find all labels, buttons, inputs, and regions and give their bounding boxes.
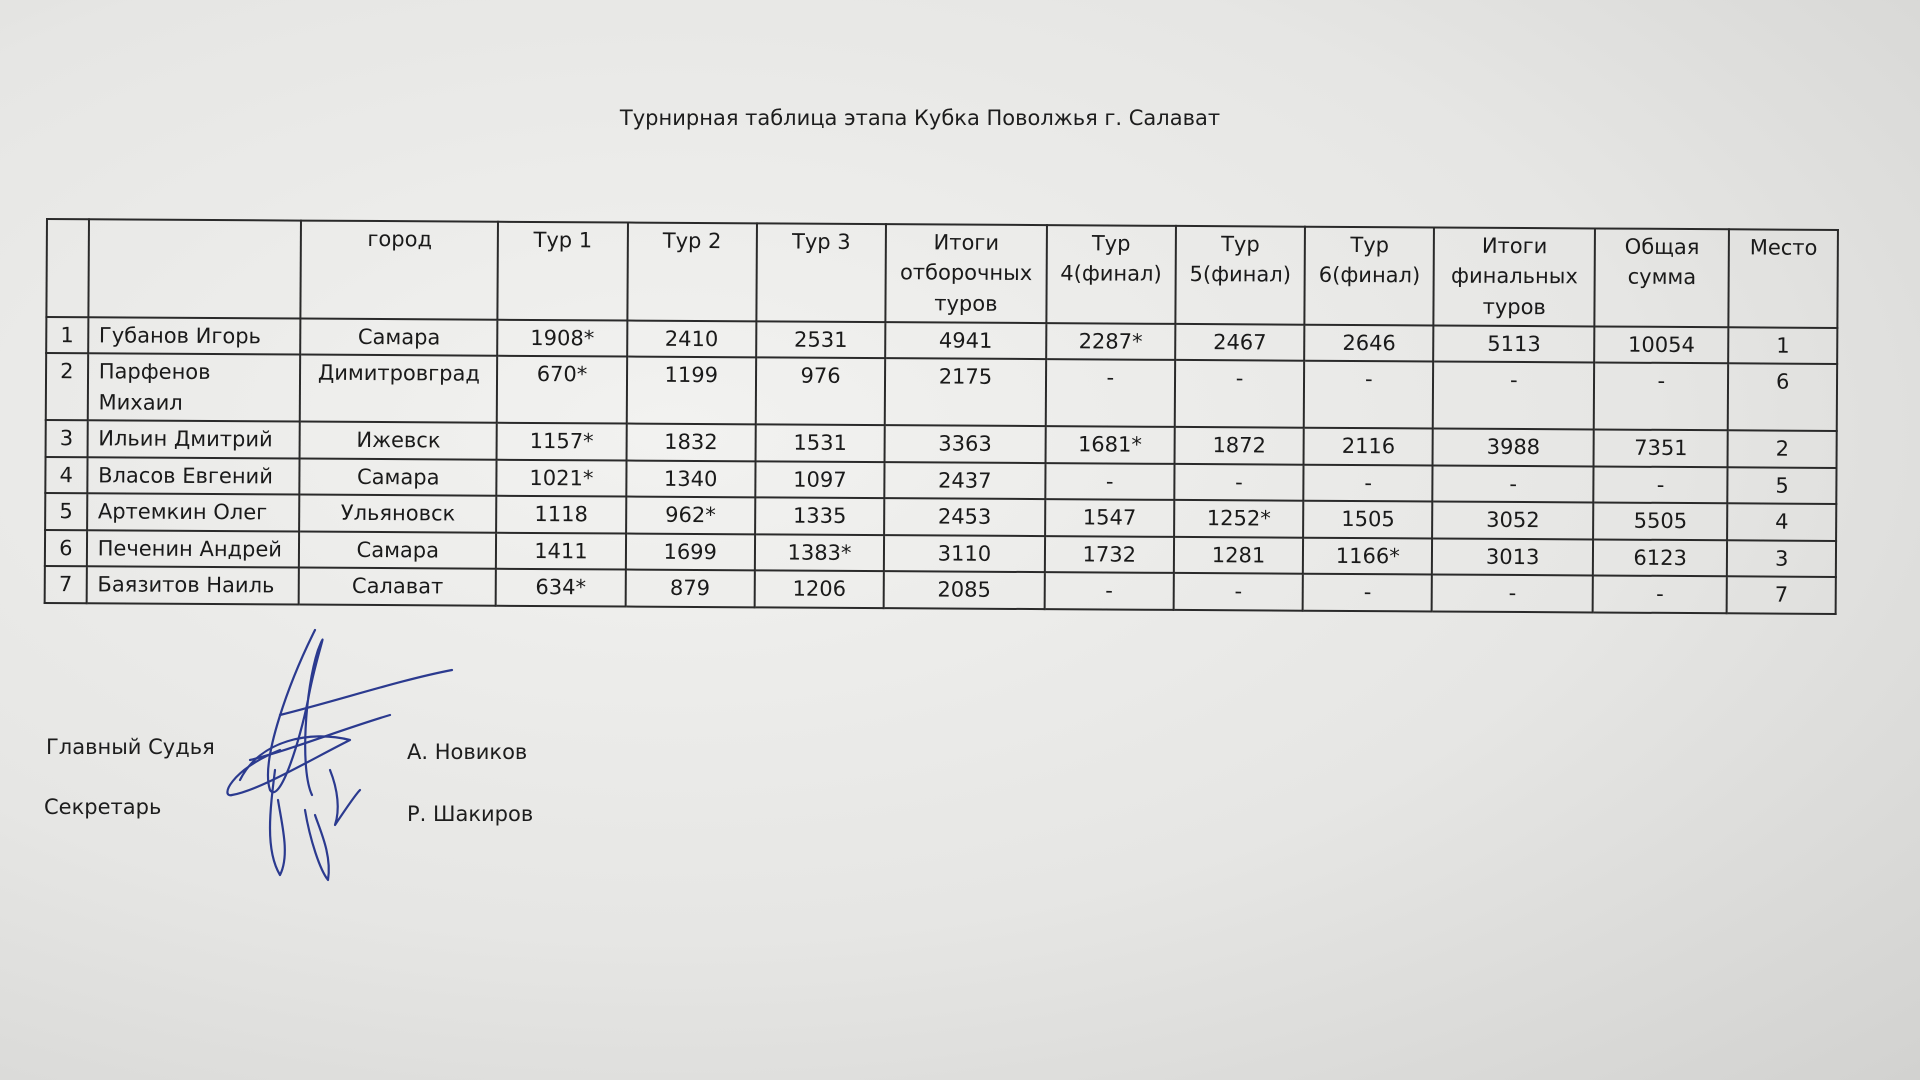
total-sum: 5505 bbox=[1593, 503, 1728, 540]
qualifying-total: 3363 bbox=[885, 425, 1046, 462]
place: 2 bbox=[1728, 431, 1837, 468]
total-sum: - bbox=[1594, 363, 1729, 431]
tour5-score: 1872 bbox=[1174, 427, 1303, 464]
tour6-score: - bbox=[1304, 464, 1433, 501]
tour4-score: 2287* bbox=[1046, 323, 1175, 360]
header-qualifying-total-line2: отборочных bbox=[899, 260, 1033, 286]
participant-name: Баязитов Наиль bbox=[86, 566, 299, 604]
row-num: 2 bbox=[46, 353, 88, 420]
tour4-score: 1681* bbox=[1045, 426, 1174, 463]
header-tour6-line1: Тур bbox=[1350, 232, 1390, 258]
secretary-name: Р. Шакиров bbox=[407, 802, 534, 826]
header-place: Место bbox=[1729, 229, 1838, 328]
total-sum: - bbox=[1593, 576, 1728, 613]
qualifying-total: 3110 bbox=[884, 535, 1045, 572]
header-tour1: Тур 1 bbox=[498, 222, 628, 321]
header-qualifying-total-line3: туров bbox=[934, 291, 998, 316]
tour1-score: 1021* bbox=[497, 460, 626, 497]
tour2-score: 1832 bbox=[626, 424, 755, 461]
tour4-score: - bbox=[1045, 360, 1175, 428]
tour3-score: 1335 bbox=[755, 498, 884, 535]
row-num: 1 bbox=[46, 317, 88, 354]
header-final-total-line2: финальных bbox=[1450, 264, 1578, 289]
tour2-score: 1340 bbox=[626, 460, 755, 497]
participant-city: Димитровград bbox=[300, 355, 497, 423]
qualifying-total: 2085 bbox=[884, 571, 1045, 608]
tour1-score: 1157* bbox=[497, 423, 626, 460]
tour1-score: 1118 bbox=[496, 496, 625, 533]
tour6-score: 1505 bbox=[1303, 501, 1432, 538]
tour3-score: 1383* bbox=[755, 534, 884, 571]
tour5-score: 2467 bbox=[1175, 324, 1304, 361]
final-total: - bbox=[1433, 362, 1594, 430]
tour1-score: 670* bbox=[497, 356, 627, 424]
total-sum: 7351 bbox=[1594, 430, 1729, 467]
tour3-score: 1206 bbox=[755, 570, 884, 607]
participant-city: Самара bbox=[301, 319, 498, 357]
place: 1 bbox=[1729, 327, 1838, 364]
tour4-score: - bbox=[1044, 572, 1173, 609]
tour4-score: 1547 bbox=[1045, 499, 1174, 536]
chief-judge-label: Главный Судья bbox=[46, 735, 215, 759]
tour6-score: 2116 bbox=[1304, 428, 1433, 465]
tour3-score: 1097 bbox=[755, 461, 884, 498]
header-tour5-line2: 5(финал) bbox=[1189, 262, 1292, 288]
header-tour6-line2: 6(финал) bbox=[1318, 263, 1421, 288]
participant-city: Салават bbox=[299, 568, 496, 606]
row-num: 5 bbox=[45, 493, 87, 530]
final-total: - bbox=[1433, 465, 1594, 502]
tour3-score: 2531 bbox=[756, 321, 885, 358]
participant-name: Артемкин Олег bbox=[87, 493, 300, 531]
handwritten-signature bbox=[220, 620, 480, 890]
tour1-score: 634* bbox=[496, 569, 625, 606]
participant-city: Ижевск bbox=[300, 422, 497, 460]
participant-name: Губанов Игорь bbox=[88, 317, 301, 355]
tour5-score: 1252* bbox=[1174, 500, 1303, 537]
tour2-score: 879 bbox=[625, 570, 754, 607]
document-title: Турнирная таблица этапа Кубка Поволжья г. Салават bbox=[619, 106, 1221, 130]
place: 4 bbox=[1728, 503, 1837, 540]
tour4-score: 1732 bbox=[1045, 536, 1174, 573]
place: 5 bbox=[1728, 467, 1837, 504]
tour6-score: - bbox=[1303, 574, 1432, 611]
tour4-score: - bbox=[1045, 463, 1174, 500]
header-tour4-line1: Тур bbox=[1091, 231, 1131, 256]
final-total: 3013 bbox=[1432, 538, 1593, 575]
participant-name: Ильин Дмитрий bbox=[87, 421, 300, 459]
tour5-score: - bbox=[1174, 464, 1303, 501]
header-final-total-line3: туров bbox=[1482, 294, 1546, 320]
header-tour2: Тур 2 bbox=[627, 223, 757, 322]
final-total: - bbox=[1432, 575, 1593, 612]
place: 7 bbox=[1727, 576, 1836, 613]
total-sum: - bbox=[1593, 466, 1728, 503]
header-tour4-line2: 4(финал) bbox=[1060, 261, 1162, 287]
participant-city: Ульяновск bbox=[299, 495, 496, 533]
header-city: город bbox=[301, 221, 499, 320]
row-num: 4 bbox=[45, 457, 87, 494]
participant-city: Самара bbox=[299, 531, 496, 569]
tour2-score: 2410 bbox=[627, 321, 756, 358]
tour6-score: 1166* bbox=[1303, 537, 1432, 574]
secretary-label: Секретарь bbox=[44, 795, 162, 819]
tour6-score: - bbox=[1304, 361, 1434, 429]
row-num: 3 bbox=[46, 420, 88, 457]
final-total: 3052 bbox=[1433, 502, 1594, 539]
header-final-total-line1: Итоги bbox=[1481, 233, 1548, 259]
participant-name: Печенин Андрей bbox=[87, 530, 300, 568]
place: 6 bbox=[1728, 364, 1837, 432]
tour3-score: 1531 bbox=[755, 425, 884, 462]
tour5-score: - bbox=[1175, 360, 1305, 428]
chief-judge-name: А. Новиков bbox=[407, 740, 528, 764]
tour2-score: 1699 bbox=[625, 533, 754, 570]
participant-name: Власов Евгений bbox=[87, 457, 300, 495]
tour5-score: 1281 bbox=[1174, 537, 1303, 574]
qualifying-total: 2175 bbox=[885, 359, 1046, 427]
final-total: 5113 bbox=[1434, 325, 1595, 362]
row-num: 6 bbox=[45, 530, 87, 567]
tour5-score: - bbox=[1174, 573, 1303, 610]
header-tour3: Тур 3 bbox=[756, 223, 886, 322]
header-tour5-line1: Тур bbox=[1221, 232, 1260, 257]
qualifying-total: 4941 bbox=[885, 322, 1046, 359]
qualifying-total: 2437 bbox=[884, 462, 1045, 499]
qualifying-total: 2453 bbox=[884, 498, 1045, 535]
row-num: 7 bbox=[45, 566, 87, 603]
tour1-score: 1908* bbox=[498, 320, 627, 357]
total-sum: 6123 bbox=[1593, 539, 1728, 576]
total-sum: 10054 bbox=[1594, 326, 1729, 363]
place: 3 bbox=[1727, 540, 1836, 577]
header-qualifying-total-line1: Итоги bbox=[933, 230, 1000, 255]
final-total: 3988 bbox=[1433, 429, 1594, 466]
tour6-score: 2646 bbox=[1304, 325, 1433, 362]
tour1-score: 1411 bbox=[496, 532, 625, 569]
participant-name: Парфенов Михаил bbox=[87, 354, 300, 422]
tour2-score: 1199 bbox=[626, 357, 756, 425]
participant-city: Самара bbox=[300, 458, 497, 496]
tour3-score: 976 bbox=[756, 358, 886, 426]
header-total-sum-line2: сумма bbox=[1627, 265, 1697, 290]
tour2-score: 962* bbox=[626, 497, 755, 534]
header-total-sum-line1: Общая bbox=[1624, 234, 1700, 260]
